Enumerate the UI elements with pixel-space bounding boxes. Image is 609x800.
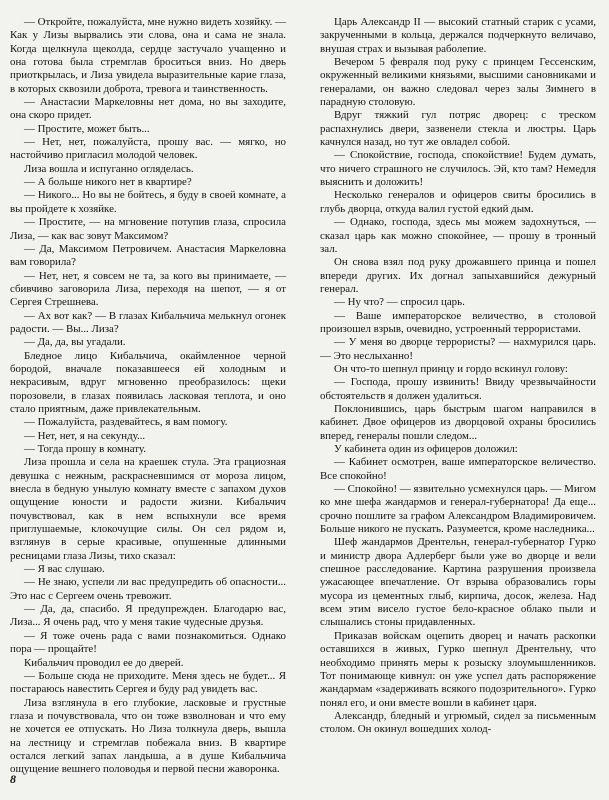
paragraph: — У меня во дворце террористы? — нахмурился царь. — Это неслыханно!	[320, 336, 596, 362]
paragraph: — Нет, нет, я совсем не та, за кого вы принимаете, — сбивчиво заговорила Лиза, переходя на шепот, — я от Сергея Стрешнева.	[10, 269, 286, 309]
paragraph: — Больше сюда не приходите. Меня здесь не будет... Я постараюсь навестить Сергея и буду рад увидеть вас.	[10, 669, 286, 696]
paragraph: Шеф жандармов Дрентельн, генерал-губернатор Гурко и министр двора Адлерберг были уже во дворце и вели спешное расследование. Картина разрушения произвела ужасающее впечатление. От взрыва образовались горы мусора из цементных глыб, кирпича, досок, железа. Над всем этим висело густое бело-красное облако пыли и слышались стоны придавленных.	[320, 536, 596, 629]
paragraph: — Я вас слушаю.	[24, 563, 105, 576]
paragraph: Александр, бледный и угрюмый, сидел за письменным столом. Он окинул вошедших холод-	[320, 709, 596, 736]
paragraph: — Да, да, вы угадали.	[24, 336, 126, 349]
paragraph: — Нет, нет, пожалуйста, прошу вас. — мягко, но настойчиво пригласил молодой человек.	[10, 136, 286, 162]
paragraph: — Спокойствие, господа, спокойствие! Будем думать, что ничего страшного не случилось. Эй, кто там? Немедля выяснить и доложить!	[320, 149, 596, 189]
paragraph: — Никого... Но вы не бойтесь, я буду в своей комнате, а вы пройдете к хозяйке.	[10, 189, 286, 215]
paragraph: — Простите, — на мгновение потупив глаза, спросила Лиза, — как вас зовут Максимом?	[10, 216, 286, 242]
page-number: 8	[10, 772, 16, 786]
paragraph: Поклонившись, царь быстрым шагом направился в кабинет. Двое офицеров из дворцовой охраны бросились вперед, генералы пошли следом...	[320, 402, 596, 442]
paragraph: Царь Александр II — высокий статный старик с усами, закрученными в кольца, держался подчеркнуто величаво, внушая страх и вызывая раболепие.	[320, 16, 596, 55]
paragraph: Вдруг тяжкий гул потряс дворец: с треском распахнулись двери, зазвенели стекла и люстры. Царь качнулся назад, но тут же овладел собой.	[320, 109, 596, 149]
paragraph: — Откройте, пожалуйста, мне нужно видеть хозяйку. — Как у Лизы вырвались эти слова, она и сама не знала. Когда щелкнула щеколда, сердце застучало учащенно и она готова была стремглав броситься вниз. Но дверь приоткрылась, и Лиза увидела выразительные карие глаза, в которых сквозили доброта, тревога и таинственность.	[10, 16, 286, 95]
paragraph: — Ну что? — спросил царь.	[334, 296, 465, 309]
paragraph: — Простите, может быть...	[24, 122, 150, 135]
paragraph: Бледное лицо Кибальчича, окаймленное черной бородой, вначале показавшееся ей холодным и некрасивым, вдруг мгновенно преобразилось: щеки порозовели, в глазах появилась ласковая теплота, и оно стало приятным, даже привлекательным.	[10, 349, 286, 415]
paragraph: Лиза вошла и испуганно огляделась.	[24, 162, 194, 175]
paragraph: — Не знаю, успели ли вас предупредить об опасности... Это нас с Сергеем очень тревожит.	[10, 576, 286, 602]
paragraph: — Ваше императорское величество, в столовой произошел взрыв, очевидно, устроенный террористами.	[320, 309, 596, 335]
paragraph: — Анастасии Маркеловны нет дома, но вы заходите, она скоро придет.	[10, 96, 286, 122]
paragraph: Вечером 5 февраля под руку с принцем Гессенским, окруженный великими князьями, высшими сановниками и генералами, он важно следовал через залы Зимнего в парадную столовую.	[320, 56, 596, 109]
paragraph: Он что-то шепнул принцу и гордо вскинул голову:	[334, 362, 568, 375]
right-column	[320, 16, 596, 737]
paragraph: — Господа, прошу извинить! Ввиду чрезвычайности обстоятельств я должен удалиться.	[320, 376, 596, 402]
left-column	[10, 16, 286, 777]
paragraph: Приказав войскам оцепить дворец и начать раскопки оставшихся в живых, Гурко шепнул Дрентельну, что необходимо принять меры к розыску злоумышленников. Тот понимающе кивнул: он уже успел дать распоряжение жандармам «задерживать всякого подозрительного». Гурко понял его, и они вместе вошли в кабинет царя.	[320, 629, 596, 709]
paragraph: — А больше никого нет в квартире?	[24, 176, 192, 189]
paragraph: Несколько генералов и офицеров свиты бросились в глубь дворца, откуда валил густой едкий дым.	[320, 189, 596, 215]
paragraph: Лиза прошла и села на краешек стула. Эта грациозная девушка с нежным, раскрасневшимся от мороза лицом, внесла в бедную унылую комнату вместе с запахом духов ощущение юности и радости жизни. Кибальчич почувствовал, как в нем вспыхнули все время приглушаемые, клокочущие силы. Он сел рядом и, взглянув в серые красивые, опушенные длинными ресницами глаза Лизы, тихо сказал:	[10, 456, 286, 562]
paragraph: — Ах вот как? — В глазах Кибальчича мелькнул огонек радости. — Вы... Лиза?	[10, 309, 286, 335]
paragraph: Кибальчич проводил ее до дверей.	[24, 656, 184, 669]
paragraph: — Кабинет осмотрен, ваше императорское величество. Все спокойно!	[320, 456, 596, 482]
paragraph: — Да, да, спасибо. Я предупрежден. Благодарю вас, Лиза... Я очень рад, что у меня такие чудесные друзья.	[10, 603, 286, 629]
paragraph: — Тогда прошу в комнату.	[24, 443, 146, 455]
paragraph: — Пожалуйста, раздевайтесь, я вам помогу.	[24, 416, 228, 429]
paragraph: — Спокойно! — язвительно усмехнулся царь. — Мигом ко мне шефа жандармов и генерал-губернатора! Да еще... срочно пошлите за графом Александром Владимировичем. Больше никого не пускать. Разумеется, кроме наследника...	[320, 483, 596, 536]
paragraph: Он снова взял под руку дрожавшего принца и пошел впереди других. Их догнал запыхавшийся дежурный генерал.	[320, 256, 596, 295]
paragraph: — Однако, господа, здесь мы можем задохнуться, — сказал царь как можно спокойнее, — прошу в тронный зал.	[320, 216, 596, 255]
paragraph: У кабинета один из офицеров доложил:	[334, 443, 518, 455]
paragraph: — Да, Максимом Петровичем. Анастасия Маркеловна вам говорила?	[10, 242, 286, 269]
paragraph: Лиза взглянула в его глубокие, ласковые и грустные глаза и почувствовала, что он тоже взволнован и что ему не хочется ее отпускать. Но Лиза толкнула дверь, вышла на лестницу и стремглав побежала вниз. В квартире остался легкий запах ландыша, а в душе Кибальчича ощущение вешнего половодья и первой песни жаворонка.	[10, 696, 286, 776]
paragraph: — Нет, нет, я на секунду...	[24, 429, 146, 442]
paragraph: — Я тоже очень рада с вами познакомиться. Однако пора — прощайте!	[10, 629, 286, 656]
